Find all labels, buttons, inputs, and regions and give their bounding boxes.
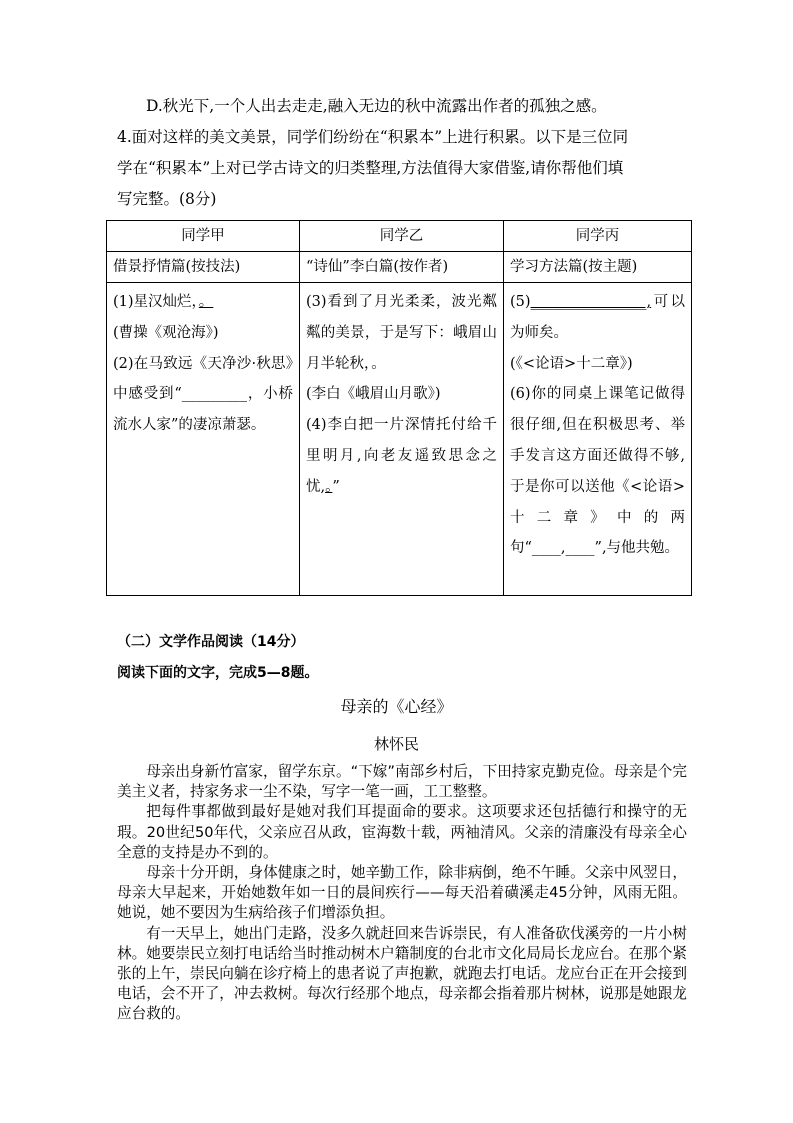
header-student-c: 同学丙 — [504, 221, 692, 252]
q6-text-end: ”,与他共勉。 — [594, 540, 680, 557]
q4-text: (4)李白把一片深情托付给千里明月,向老友遥致思念之忧, — [306, 417, 497, 495]
q6-text: (6)你的同桌上课笔记做得很仔细,但在积极思考、举手发言这方面还做得不够,于是你可以送他《<论语>十二章》中的两句“ — [510, 386, 685, 557]
article-paragraph: 母亲十分开朗，身体健康之时，她辛勤工作，除非病倒，绝不午睡。父亲中风翌日，母亲大早起来，开始她数年如一日的晨间疾行——每天沿着磺溪走45分钟，风雨无阻。她说，她不要因为生病给孩子们增添负担。 — [117, 864, 687, 922]
table-category-row — [107, 252, 692, 283]
q4-blank[interactable]: 。 — [325, 478, 333, 495]
question-4-line-1: 4.面对这样的美文美景，同学们纷纷在“积累本”上进行积累。以下是三位同 — [117, 128, 629, 146]
q4-text-end: ” — [332, 478, 340, 495]
q5-blank[interactable]: ________________, — [530, 294, 652, 310]
category-b: “诗仙”李白篇(按作者) — [300, 252, 504, 283]
accumulation-table — [106, 220, 692, 596]
header-student-a: 同学甲 — [107, 221, 300, 252]
article-author: 林怀民 — [373, 735, 419, 753]
article-body — [117, 762, 687, 1025]
q2-text: (2)在马致远《天净沙·秋思》中感受到“ — [113, 355, 293, 403]
table-header-row — [107, 221, 692, 252]
q3-source: (李白《峨眉山月歌》) — [306, 386, 441, 403]
question-4-line-2: 学在“积累本”上对已学古诗文的归类整理,方法值得大家借鉴,请你帮他们填 — [117, 159, 624, 177]
q1-text: (1)星汉灿烂， — [113, 294, 199, 310]
q5-text-end: 可以为师矣。 — [510, 294, 685, 341]
article-paragraph: 有一天早上，她出门走路，没多久就赶回来告诉崇民，有人准备砍伐溪旁的一片小树林。她要崇民立刻打电话给当时推动树木户籍制度的台北市文化局局长龙应台。在那个紧张的上午，崇民向躺在诊疗椅上的患者说了声抱歉，就跑去打电话。龙应台正在开会接到电话，会不开了，冲去救树。每次行经那个地点，母亲都会指着那片树林，说那是她跟龙应台救的。 — [117, 924, 687, 1023]
section-title: （二）文学作品阅读（14分） — [117, 634, 305, 650]
category-c: 学习方法篇(按主题) — [504, 252, 692, 283]
q1-source: (曹操《观沧海》) — [113, 324, 219, 341]
content-b — [300, 283, 504, 596]
header-student-b: 同学乙 — [300, 221, 504, 252]
option-d: D.秋光下,一个人出去走走,融入无边的秋中流露出作者的孤独之感。 — [146, 97, 607, 115]
q5-label: (5) — [510, 294, 531, 310]
table-content-row — [107, 283, 692, 596]
q5-source: (《<论语>十二章》) — [510, 355, 633, 372]
q2-text-end: ，小桥流水人家”的凄凉萧瑟。 — [113, 386, 293, 434]
content-c — [504, 283, 692, 596]
q2-blank[interactable]: _________ — [181, 386, 247, 403]
q6-blank[interactable]: ____,____ — [531, 540, 595, 557]
content-a — [107, 283, 300, 596]
q1-blank[interactable]: 。 — [198, 294, 214, 310]
category-a: 借景抒情篇(按技法) — [107, 252, 300, 283]
article-paragraph: 把每件事都做到最好是她对我们耳提面命的要求。这项要求还包括德行和操守的无瑕。20世纪50年代，父亲应召从政，宦海数十载，两袖清风。父亲的清廉没有母亲全心全意的支持是办不到的。 — [117, 803, 687, 861]
section-instruction: 阅读下面的文字，完成5—8题。 — [117, 665, 319, 681]
article-title: 母亲的《心经》 — [340, 697, 453, 716]
question-4-line-3: 写完整。(8分) — [117, 190, 217, 208]
q3-text: (3)看到了月光柔柔，波光粼粼的美景，于是写下：峨眉山月半轮秋，。 — [306, 294, 497, 372]
article-paragraph: 母亲出身新竹富家，留学东京。“下嫁”南部乡村后，下田持家克勤克俭。母亲是个完美主义者，持家务求一尘不染，写字一笔一画，工工整整。 — [117, 763, 687, 801]
